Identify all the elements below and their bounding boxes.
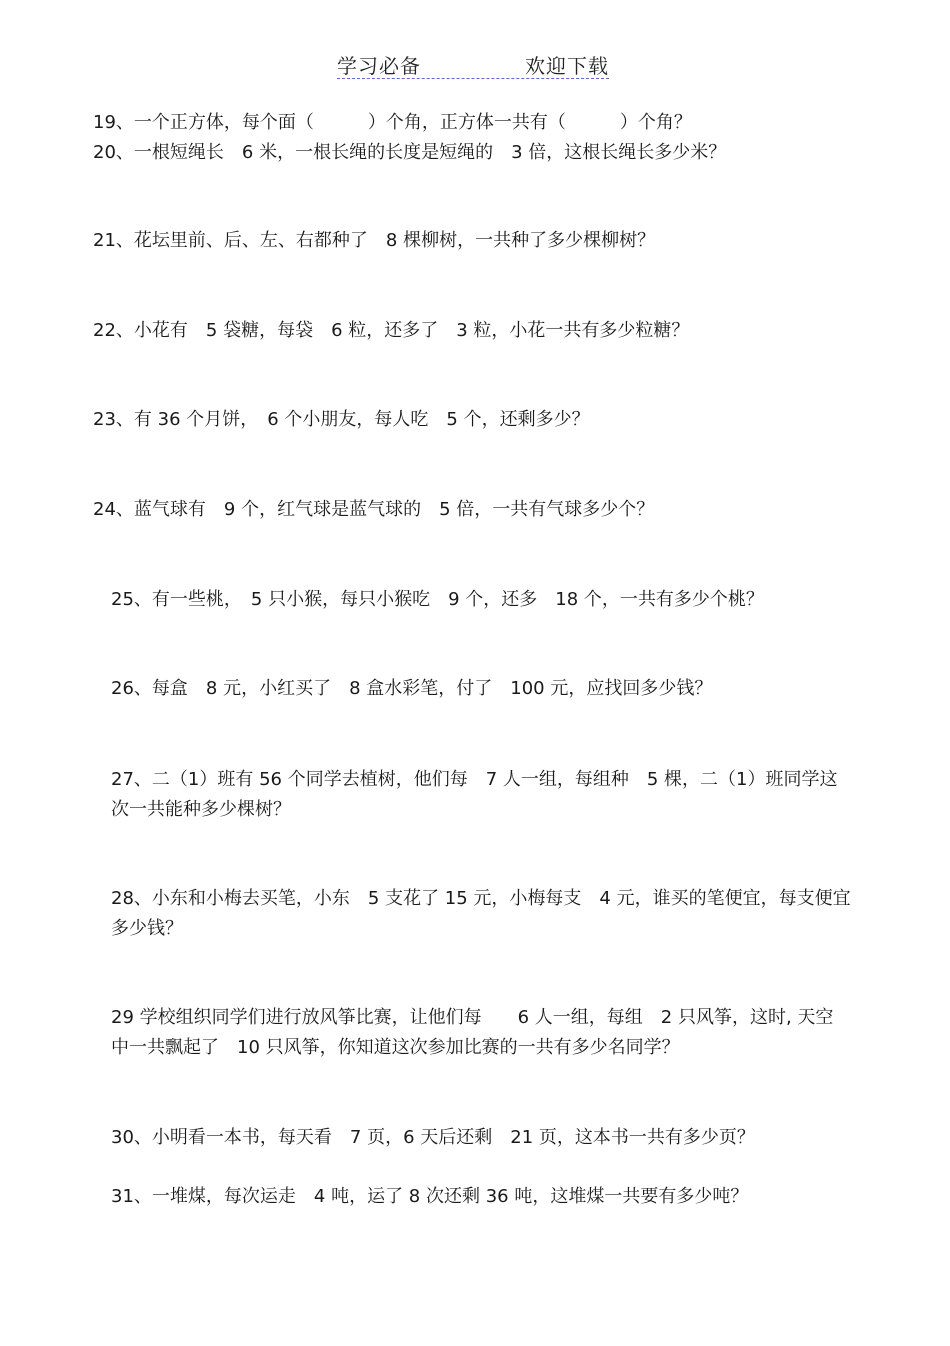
- question-22: 22、小花有 5 袋糖，每袋 6 粒，还多了 3 粒，小花一共有多少粒糖？: [93, 320, 690, 341]
- question-30: 30、小明看一本书，每天看 7 页，6 天后还剩 21 页，这本书一共有多少页？: [111, 1127, 755, 1148]
- page-header: [337, 46, 609, 79]
- question-27: 27、二（1）班有 56 个同学去植树，他们每 7 人一组，每组种 5 棵，二（1）班同学这次一共能种多少棵树？: [111, 769, 838, 820]
- question-24: 24、蓝气球有 9 个，红气球是蓝气球的 5 倍，一共有气球多少个？: [93, 499, 655, 520]
- question-20: 20、一根短绳长 6 米，一根长绳的长度是短绳的 3 倍，这根长绳长多少米？: [93, 142, 727, 163]
- question-19: 19、一个正方体，每个面（ ）个角，正方体一共有（ ）个角？: [93, 112, 692, 133]
- header-left-text: 学习必备: [337, 54, 421, 78]
- question-31: 31、一堆煤，每次运走 4 吨，运了 8 次还剩 36 吨，这堆煤一共要有多少吨？: [111, 1186, 749, 1207]
- question-25: 25、有一些桃， 5 只小猴，每只小猴吃 9 个，还多 18 个，一共有多少个桃？: [111, 589, 764, 610]
- question-23: 23、有 36 个月饼， 6 个小朋友，每人吃 5 个，还剩多少？: [93, 409, 590, 430]
- question-21: 21、花坛里前、后、左、右都种了 8 棵柳树，一共种了多少棵柳树？: [93, 230, 656, 251]
- question-29: 29 学校组织同学们进行放风筝比赛，让他们每 6 人一组，每组 2 只风筝，这时, 天空中一共飘起了 10 只风筝，你知道这次参加比赛的一共有多少名同学？: [111, 1007, 834, 1058]
- question-28: 28、小东和小梅去买笔，小东 5 支花了 15 元，小梅每支 4 元，谁买的笔便宜，每支便宜多少钱？: [111, 888, 851, 939]
- question-26: 26、每盒 8 元，小红买了 8 盒水彩笔，付了 100 元，应找回多少钱？: [111, 678, 713, 699]
- header-right-text: 欢迎下载: [525, 54, 609, 78]
